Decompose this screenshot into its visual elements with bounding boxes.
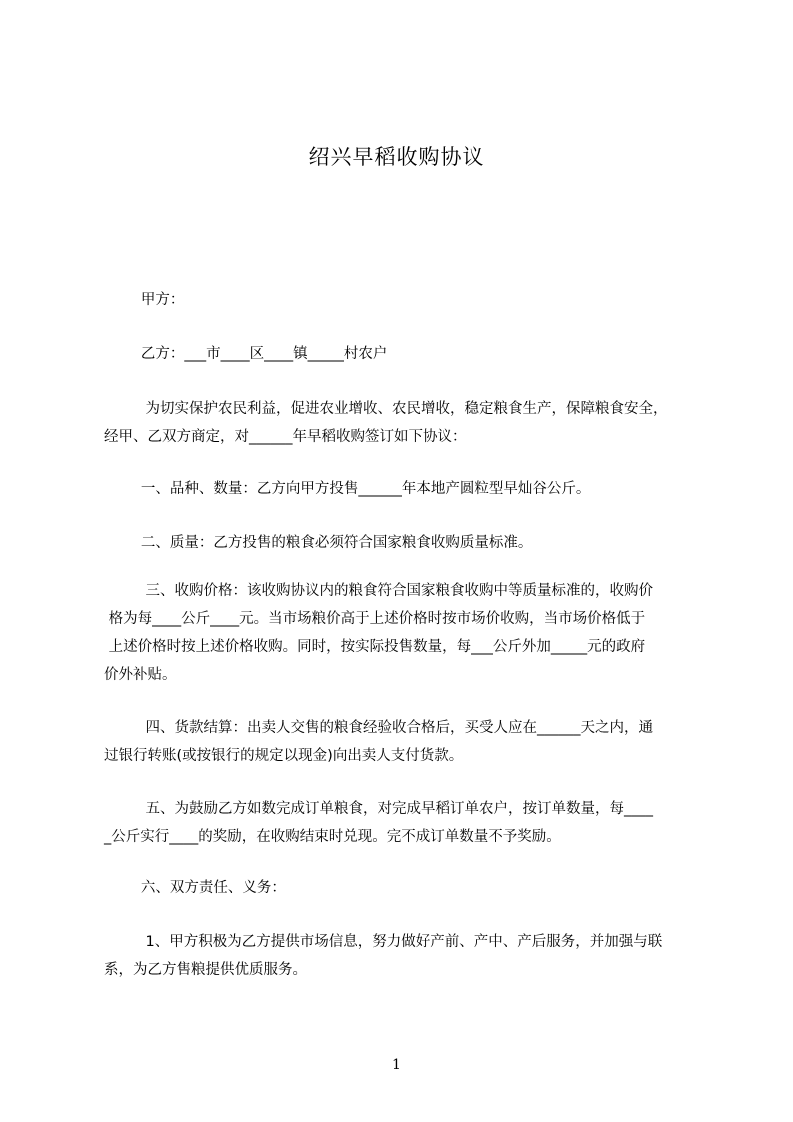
document-title: 绍兴早稻收购协议 <box>308 145 485 169</box>
party-a-paragraph <box>104 286 704 314</box>
clause-6-1-paragraph <box>104 928 704 984</box>
clause-6-paragraph <box>104 874 704 902</box>
paragraph-line: 经甲、乙双方商定，对______年早稻收购签订如下协议： <box>104 429 467 445</box>
paragraph-line: 为切实保护农民利益，促进农业增收、农民增收，稳定粮食生产，保障粮食安全， <box>104 401 668 417</box>
preamble-paragraph <box>104 395 704 451</box>
paragraph-line: 格为每____公斤____元。当市场粮价高于上述价格时按市场价收购，当市场价格低于 <box>104 611 646 627</box>
paragraph-line: 过银行转账(或按银行的规定以现金)向出卖人支付货款。 <box>104 748 464 764</box>
paragraph-line: _公斤实行____的奖励，在收购结束时兑现。完不成订单数量不予奖励。 <box>104 829 561 845</box>
paragraph-line: 1、甲方积极为乙方提供市场信息，努力做好产前、产中、产后服务，并加强与联 <box>104 934 663 950</box>
clause-5-paragraph <box>104 795 704 851</box>
clause-3-paragraph <box>104 577 704 689</box>
paragraph-line: 四、货款结算：出卖人交售的粮食经验收合格后，买受人应在______天之内，通 <box>104 720 653 736</box>
paragraph-line: 上述价格时按上述价格收购。同时，按实际投售数量，每___公斤外加_____元的政府 <box>104 639 646 655</box>
page-number: 1 <box>392 1057 401 1073</box>
paragraph-line: 六、双方责任、义务： <box>104 880 286 896</box>
clause-1-paragraph <box>104 475 704 503</box>
party-b-paragraph <box>104 340 704 368</box>
paragraph-line: 甲方： <box>104 292 185 308</box>
paragraph-line: 五、为鼓励乙方如数完成订单粮食，对完成早稻订单农户，按订单数量，每____ <box>104 801 653 817</box>
paragraph-line: 三、收购价格：该收购协议内的粮食符合国家粮食收购中等质量标准的，收购价 <box>104 583 653 599</box>
paragraph-line: 系，为乙方售粮提供优质服务。 <box>104 962 307 978</box>
clause-4-paragraph <box>104 714 704 770</box>
paragraph-line: 乙方：___市____区____镇_____村农户 <box>104 346 388 362</box>
paragraph-line: 二、质量：乙方投售的粮食必须符合国家粮食收购质量标准。 <box>104 535 533 551</box>
clause-2-paragraph <box>104 529 704 557</box>
paragraph-line: 价外补贴。 <box>104 667 177 683</box>
paragraph-line: 一、品种、数量：乙方向甲方投售______年本地产圆粒型早灿谷公斤。 <box>104 481 591 497</box>
